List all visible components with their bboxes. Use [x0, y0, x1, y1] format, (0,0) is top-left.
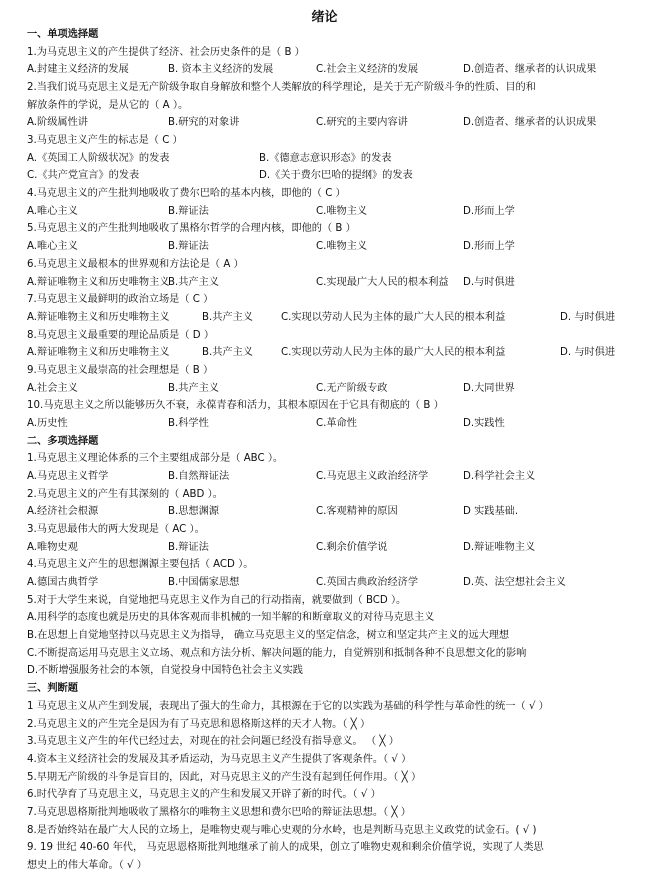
text-line: 8.马克思主义最重要的理论品质是（ D ） [27, 329, 215, 341]
text-line: 1 马克思主义从产生到发展，表现出了强大的生命力，其根源在于它的以实践为基础的科学性与革命性的统一（ √ ） [27, 700, 549, 712]
section-heading: 三、判断题 [27, 683, 78, 695]
option-item: B.思想渊源 [168, 506, 219, 518]
option-row [27, 503, 627, 520]
option-item: A.历史性 [27, 417, 68, 429]
option-item: C.无产阶级专政 [316, 382, 388, 394]
option-item: B.《德意志意识形态》的发表 [259, 152, 392, 164]
option-item: B.辩证法 [168, 541, 209, 553]
option-row [27, 203, 627, 220]
text-line: 5.对于大学生来说，自觉地把马克思主义作为自己的行动指南，就要做到（ BCD ）。 [27, 594, 407, 606]
option-item: A.阶级属性讲 [27, 117, 88, 129]
option-item: A.马克思主义哲学 [27, 471, 109, 482]
option-item: D 实践基础. [463, 506, 519, 518]
option-item: B. 资本主义经济的发展 [168, 64, 274, 76]
option-row [27, 309, 627, 326]
option-item: D.科学社会主义 [463, 471, 536, 482]
option-row [27, 167, 627, 184]
option-item: A.德国古典哲学 [27, 577, 99, 589]
text-line: 2.马克思主义的产生完全是因为有了马克思和恩格斯这样的天才人物。（ ╳ ） [27, 718, 371, 730]
option-item: C.革命性 [316, 417, 357, 429]
text-line: 9.马克思主义最崇高的社会理想是（ B ） [27, 364, 214, 376]
text-line: 5.马克思主义的产生批判地吸收了黑格尔哲学的合理内核，即他的（ B ） [27, 223, 356, 235]
option-row [27, 574, 627, 591]
option-item: C.英国古典政治经济学 [316, 577, 419, 589]
text-line: A.用科学的态度也就是历史的具体客观而非机械的一知半解的和断章取义的对待马克思主义 [27, 612, 435, 624]
option-row [27, 274, 627, 291]
option-row [27, 415, 627, 432]
text-line: 2.马克思主义的产生有其深刻的（ ABD ）。 [27, 488, 223, 500]
option-item: B.辩证法 [168, 205, 209, 217]
text-line: 7.马克思恩格斯批判地吸收了黑格尔的唯物主义思想和费尔巴哈的辩证法思想。（ ╳ ） [27, 806, 411, 818]
option-item: B.共产主义 [168, 276, 219, 288]
option-item: C.《共产党宣言》的发表 [27, 170, 140, 182]
section-heading: 一、单项选择题 [27, 29, 99, 40]
option-item: B.共产主义 [202, 347, 253, 359]
option-item: B.自然辩证法 [168, 471, 230, 482]
option-item: D. 与时俱进 [560, 347, 616, 359]
option-item: D.创造者、继承者的认识成果 [463, 117, 597, 129]
option-item: A.唯心主义 [27, 205, 78, 217]
text-line: 1.为马克思主义的产生提供了经济、社会历史条件的是（ B ） [27, 46, 305, 58]
option-row [27, 238, 627, 255]
option-item: C.实现以劳动人民为主体的最广大人民的根本利益 [281, 347, 506, 359]
text-line: 3.马克思主义产生的年代已经过去，对现在的社会问题已经没有指导意义。 （ ╳ ） [27, 736, 399, 748]
text-line: 3.马克思最伟大的两大发现是（ AC ）。 [27, 524, 205, 536]
option-item: A.辩证唯物主义和历史唯物主义 [27, 311, 170, 323]
option-item: D.形而上学 [463, 241, 515, 253]
text-line: 4.马克思主义的产生批判地吸收了费尔巴哈的基本内核，即他的（ C ） [27, 188, 346, 200]
option-item: D. 与时俱进 [560, 311, 616, 323]
text-line: 6.时代孕育了马克思主义，马克思主义的产生和发展又开辟了新的时代。（ √ ） [27, 789, 381, 801]
text-line: 10.马克思主义之所以能够历久不衰，永葆青春和活力，其根本原因在于它具有彻底的（ B ） [27, 400, 444, 412]
option-item: C.剩余价值学说 [316, 541, 388, 553]
option-row [27, 150, 627, 167]
option-item: B.科学性 [168, 417, 209, 429]
option-item: C.研究的主要内容讲 [316, 117, 408, 129]
text-line: 2.当我们说马克思主义是无产阶级争取自身解放和整个人类解放的科学理论，是关于无产阶级斗争的性质、目的和 [27, 82, 536, 94]
option-item: D.创造者、继承者的认识成果 [463, 64, 597, 76]
option-item: D.形而上学 [463, 205, 515, 217]
option-row [27, 380, 627, 397]
text-line: 4.马克思主义产生的思想渊源主要包括（ ACD ）。 [27, 559, 254, 571]
option-item: A.唯物史观 [27, 541, 78, 553]
text-line: 8.是否始终站在最广大人民的立场上，是唯物史观与唯心史观的分水岭，也是判断马克思主义政党的试金石。( √ ) [27, 824, 537, 836]
text-line: 5.早期无产阶级的斗争是盲目的，因此，对马克思主义的产生没有起到任何作用。（ ╳ ） [27, 771, 422, 783]
option-item: C.唯物主义 [316, 205, 368, 217]
option-item: B.辩证法 [168, 241, 209, 253]
text-line: 4.资本主义经济社会的发展及其矛盾运动，为马克思主义产生提供了客观条件。（ √ ） [27, 753, 412, 765]
option-row [27, 61, 627, 78]
text-line: 7.马克思主义最鲜明的政治立场是（ C ） [27, 294, 214, 306]
option-item: A.辩证唯物主义和历史唯物主义 [27, 347, 170, 359]
option-item: B.共产主义 [168, 382, 219, 394]
text-line: 9. 19 世纪 40-60 年代， 马克思恩格斯批判地继承了前人的成果，创立了唯物史观和剩余价值学说，实现了人类思 [27, 842, 544, 854]
document-title: 绪论 [311, 10, 338, 25]
option-item: C.唯物主义 [316, 241, 368, 253]
text-line: 3.马克思主义产生的标志是（ C ） [27, 135, 183, 147]
text-line: B.在思想上自觉地坚持以马克思主义为指导， 确立马克思主义的坚定信念，树立和坚定共产主义的远大理想 [27, 630, 510, 642]
option-item: D.与时俱进 [463, 276, 515, 288]
text-line: 想史上的伟大革命。（ √ ） [27, 859, 147, 871]
section-heading: 二、多项选择题 [27, 435, 99, 447]
option-row [27, 468, 627, 485]
option-item: C.实现最广大人民的根本利益 [316, 276, 449, 288]
option-item: D.实践性 [463, 417, 505, 429]
text-line: 解放条件的学说，是从它的（ A ）。 [27, 99, 189, 111]
option-item: A.封建主义经济的发展 [27, 64, 129, 76]
option-item: A.辩证唯物主义和历史唯物主义 [27, 276, 170, 288]
option-item: D.大同世界 [463, 382, 515, 394]
option-item: D.辩证唯物主义 [463, 541, 536, 553]
option-item: A.《英国工人阶级状况》的发表 [27, 152, 170, 164]
option-item: C.马克思主义政治经济学 [316, 471, 429, 482]
option-row [27, 114, 627, 131]
option-item: C.实现以劳动人民为主体的最广大人民的根本利益 [281, 311, 506, 323]
option-item: A.社会主义 [27, 382, 78, 394]
text-line: 1.马克思主义理论体系的三个主要组成部分是（ ABC ）。 [27, 453, 284, 465]
option-item: B.共产主义 [202, 311, 253, 323]
option-item: C.社会主义经济的发展 [316, 64, 419, 76]
option-item: D.《关于费尔巴哈的提纲》的发表 [259, 170, 413, 182]
option-item: B.研究的对象讲 [168, 117, 240, 129]
text-line: 6.马克思主义最根本的世界观和方法论是（ A ） [27, 258, 244, 270]
option-item: C.客观精神的原因 [316, 506, 398, 518]
option-item: A.经济社会根源 [27, 506, 99, 518]
option-row [27, 539, 627, 556]
option-item: B.中国儒家思想 [168, 577, 240, 589]
text-line: D.不断增强服务社会的本领，自觉投身中国特色社会主义实践 [27, 665, 303, 677]
option-row [27, 344, 627, 361]
option-item: D.英、法空想社会主义 [463, 577, 566, 589]
text-line: C.不断提高运用马克思主义立场、观点和方法分析、解决问题的能力，自觉辨别和抵制各种不良思想文化的影响 [27, 647, 527, 659]
option-item: A.唯心主义 [27, 241, 78, 253]
